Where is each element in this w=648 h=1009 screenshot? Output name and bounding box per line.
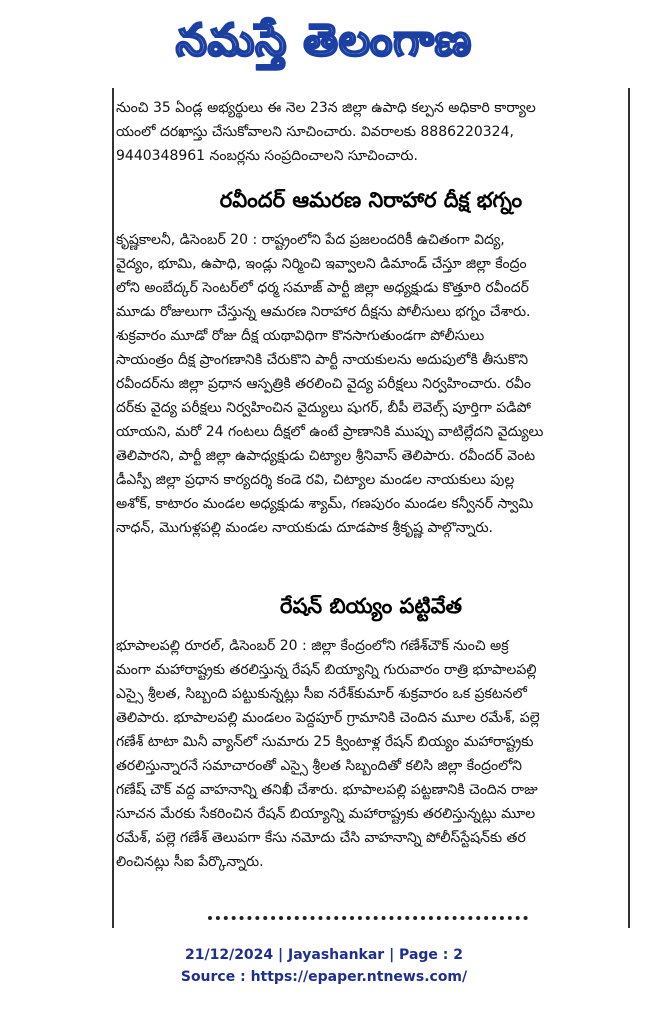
story2-line: తరలిస్తున్నారనే సమాచారంతో ఎస్సై శ్రీలత సిబ్బందితో కలిసి జిల్లా కేంద్రంలోని	[116, 758, 523, 774]
story1-body	[116, 228, 626, 540]
story2-body	[116, 634, 626, 874]
story1-line: కృష్ణకాలనీ, డిసెంబర్ 20 : రాష్ట్రంలోని పేద ప్రజలందరికీ ఉచితంగా విద్య,	[116, 232, 505, 248]
story2-line: భూపాలపల్లి రూరల్, డిసెంబర్ 20 : జిల్లా కేంద్రంలోని గణేశ్‌చౌక్ నుంచి అక్ర	[116, 638, 509, 654]
story2-line: గణేశ్ టాటా మినీ వ్యాన్‌లో సుమారు 25 క్వింటాళ్ల రేషన్ బియ్యం మహారాష్ట్రకు	[116, 734, 534, 750]
intro-paragraph	[116, 96, 626, 168]
story2-line: రమేశ్, పల్లె గణేశ్ తెలుపగా కేసు నమోదు చేసి వాహనాన్ని పోలీస్‌స్టేషన్‌కు తర	[116, 830, 526, 846]
intro-line: నుంచి 35 ఏండ్ల అభ్యర్థులు ఈ నెల 23న జిల్లా ఉపాధి కల్పన అధికారి కార్యాల	[116, 100, 536, 116]
story2-line: తెలిపారు. భూపాలపల్లి మండలం పెద్దపూర్ గ్రామానికి చెందిన మూల రమేశ్, పల్లె	[116, 710, 540, 726]
story2-line: మంగా మహారాష్ట్రకు తరలిస్తున్న రేషన్ బియ్యాన్ని గురువారం రాత్రి భూపాలపల్లి	[116, 662, 537, 678]
story1-line: నాధన్, మొగుళ్లపల్లి మండల నాయకుడు దూడపాక శ్రీకృష్ణ పాల్గొన్నారు.	[116, 520, 494, 536]
source-link[interactable]: Source : https://epaper.ntnews.com/	[180, 969, 468, 985]
edition-info: 21/12/2024 | Jayashankar | Page : 2	[185, 947, 463, 963]
epaper-footer	[0, 944, 648, 988]
story2-line: లించినట్లు సీఐ పేర్కొన్నారు.	[116, 854, 264, 870]
story1-headline: రవీందర్ ఆమరణ నిరాహార దీక్ష భగ్నం	[219, 188, 523, 212]
story1-line: శుక్రవారం మూడో రోజు దీక్ష యథావిధిగా కొనసాగుతుండగా పోలీసులు	[116, 328, 485, 344]
story1-line: యాయని, మరో 24 గంటలు దీక్షలో ఉంటే ప్రాణానికి ముప్పు వాటిల్లేదని వైద్యులు	[116, 424, 544, 440]
story2-line: గణేష్ చౌక్ వద్ద వాహనాన్ని తనిఖీ చేశారు. భూపాలపల్లి పట్టణానికి చెందిన రాజు	[116, 782, 538, 798]
story1-line: లోని అంబేద్కర్ సెంటర్‌లో ధర్మ సమాజ్ పార్టీ జిల్లా అధ్యక్షుడు కొత్తూరి రవీందర్	[116, 280, 529, 296]
news-clipping	[112, 88, 630, 928]
story2-headline: రేషన్ బియ్యం పట్టివేత	[280, 594, 462, 618]
masthead-logo: నమస్తే తెలంగాణ	[175, 15, 473, 66]
intro-line: యంలో దరఖాస్తు చేసుకోవాలని సూచించారు. వివరాలకు 8886220324,	[116, 124, 514, 140]
cut-off-headline	[208, 910, 528, 924]
story1-line: రవీందర్‌ను జిల్లా ప్రధాన ఆస్పత్రికి తరలించి వైద్య పరీక్షలు నిర్వహించారు. రవీం	[116, 376, 531, 392]
story1-line: వైద్యం, భూమి, ఉపాధి, ఇండ్లు నిర్మించి ఇవ్వాలని డిమాండ్ చేస్తూ జిల్లా కేంద్రం	[116, 256, 527, 272]
story2-line: సూచన మేరకు సేకరించిన రేషన్ బియ్యాన్ని మహారాష్ట్రకు తరలిస్తున్నట్లు మూల	[116, 806, 536, 822]
story1-line: తెలిపారని, పార్టీ జిల్లా ఉపాధ్యక్షుడు చిట్యాల శ్రీనివాస్ తెలిపారు. రవీందర్ వెంట	[116, 448, 536, 464]
story1-line: మూడు రోజులుగా చేస్తున్న ఆమరణ నిరాహార దీక్షను పోలీసులు భగ్నం చేశారు.	[116, 304, 531, 320]
intro-line: 9440348961 నంబర్లను సంప్రదించాలని సూచించారు.	[116, 148, 418, 164]
masthead	[0, 10, 648, 72]
story1-line: డీఎస్పీ జిల్లా ప్రధాన కార్యదర్శి కండె రవి, చిట్యాల మండల నాయకులు పుల్ల	[116, 472, 515, 488]
story1-line: సాయంత్రం దీక్ష ప్రాంగణానికి చేరుకొని పార్టీ నాయకులను అదుపులోకి తీసుకొని	[116, 352, 529, 368]
story1-line: దర్‌కు వైద్య పరీక్షలు నిర్వహించిన వైద్యులు షుగర్, బీపీ లెవెల్స్ పూర్తిగా పడిపో	[116, 400, 531, 416]
story2-line: ఎస్సై శ్రీలత, సిబ్బంది పట్టుకున్నట్లు సీఐ నరేశ్‌కుమార్ శుక్రవారం ఒక ప్రకటనలో	[116, 686, 527, 702]
story1-line: అశోక్, కాటారం మండల అధ్యక్షుడు శ్యామ్, గణపురం మండల కన్వీనర్ స్వామి	[116, 496, 534, 512]
